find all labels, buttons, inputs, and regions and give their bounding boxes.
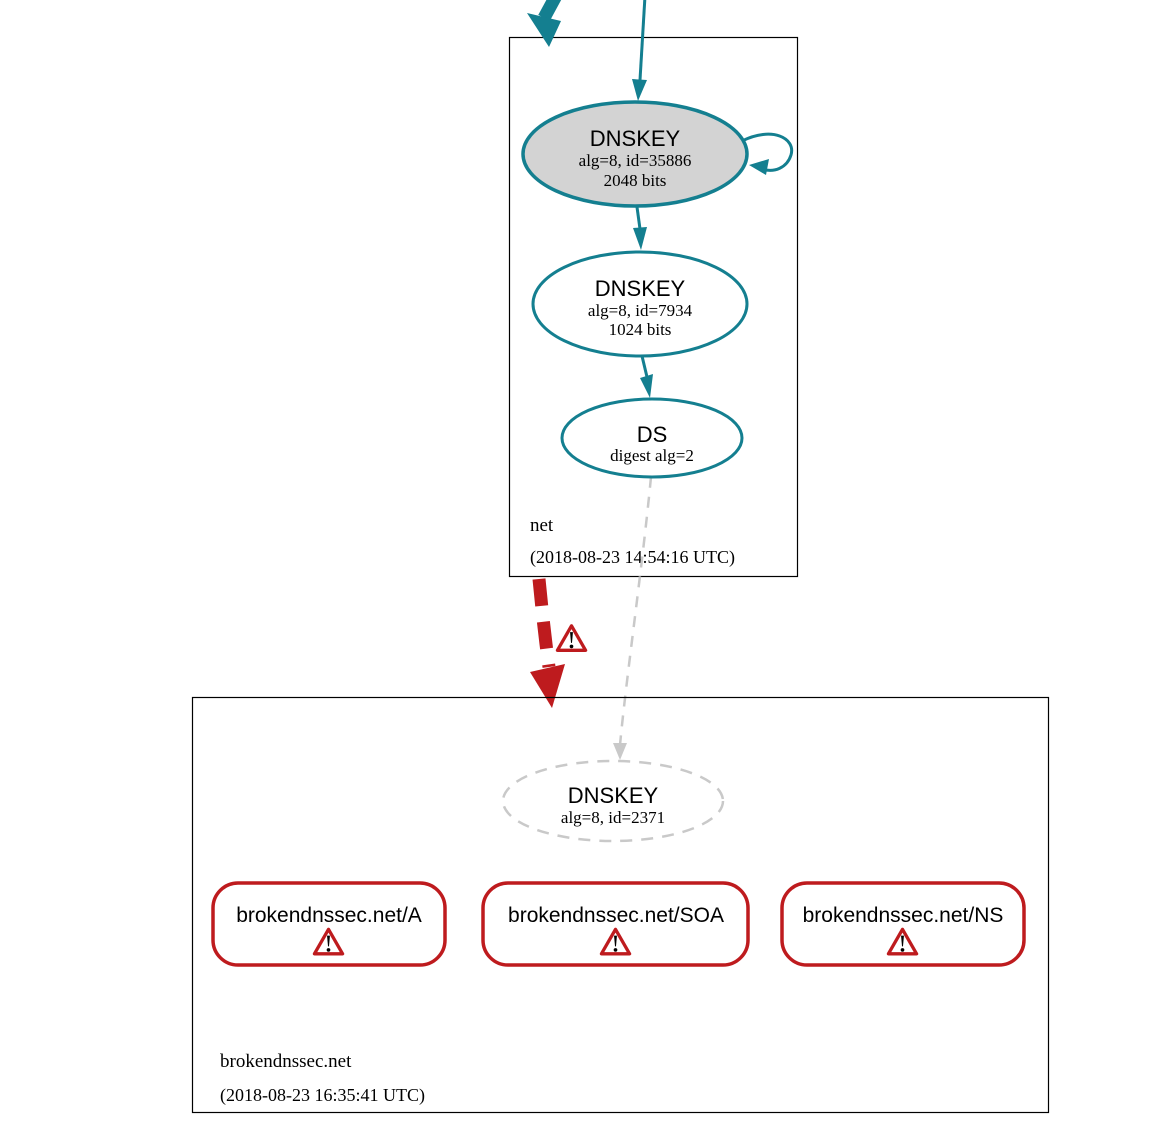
node-rrset-soa[interactable] — [483, 883, 748, 965]
node-dnskey-zsk-detail2: 1024 bits — [608, 320, 672, 339]
warning-icon[interactable] — [557, 626, 585, 650]
node-dnskey-zsk[interactable] — [533, 252, 747, 356]
edge-incoming-trust-thick — [527, 0, 561, 47]
zone-net-name: net — [530, 515, 554, 536]
node-dnskey-zsk-title: DNSKEY — [594, 276, 686, 301]
node-dnskey-2371[interactable] — [503, 761, 723, 841]
node-rrset-soa-label: brokendnssec.net/SOA — [508, 904, 724, 927]
node-dnskey-ksk[interactable] — [523, 102, 747, 206]
zone-net-timestamp: (2018-08-23 14:54:16 UTC) — [530, 547, 735, 567]
edge-incoming-dnskey — [632, 0, 647, 101]
node-dnskey-2371-detail1: alg=8, id=2371 — [560, 808, 666, 827]
node-ds[interactable] — [562, 399, 742, 477]
node-rrset-ns[interactable] — [782, 883, 1024, 965]
node-dnskey-ksk-detail1: alg=8, id=35886 — [578, 151, 692, 170]
node-dnskey-ksk-title: DNSKEY — [589, 126, 681, 151]
edge-zsk-to-ds — [640, 356, 653, 398]
zone-brokendnssec-name: brokendnssec.net — [220, 1051, 352, 1072]
node-ds-title: DS — [636, 422, 668, 447]
edge-ds-to-dnskey-insecure — [613, 477, 651, 760]
node-rrset-a-label: brokendnssec.net/A — [236, 904, 422, 927]
node-rrset-ns-label: brokendnssec.net/NS — [802, 904, 1004, 927]
node-dnskey-ksk-detail2: 2048 bits — [603, 171, 667, 190]
node-dnskey-2371-title: DNSKEY — [567, 783, 659, 808]
node-dnskey-zsk-detail1: alg=8, id=7934 — [587, 301, 693, 320]
node-ds-detail1: digest alg=2 — [610, 446, 694, 465]
edge-ksk-to-zsk — [633, 207, 647, 250]
zone-brokendnssec-timestamp: (2018-08-23 16:35:41 UTC) — [220, 1085, 425, 1105]
edge-ksk-selfloop — [742, 134, 792, 175]
node-rrset-a[interactable] — [213, 883, 445, 965]
